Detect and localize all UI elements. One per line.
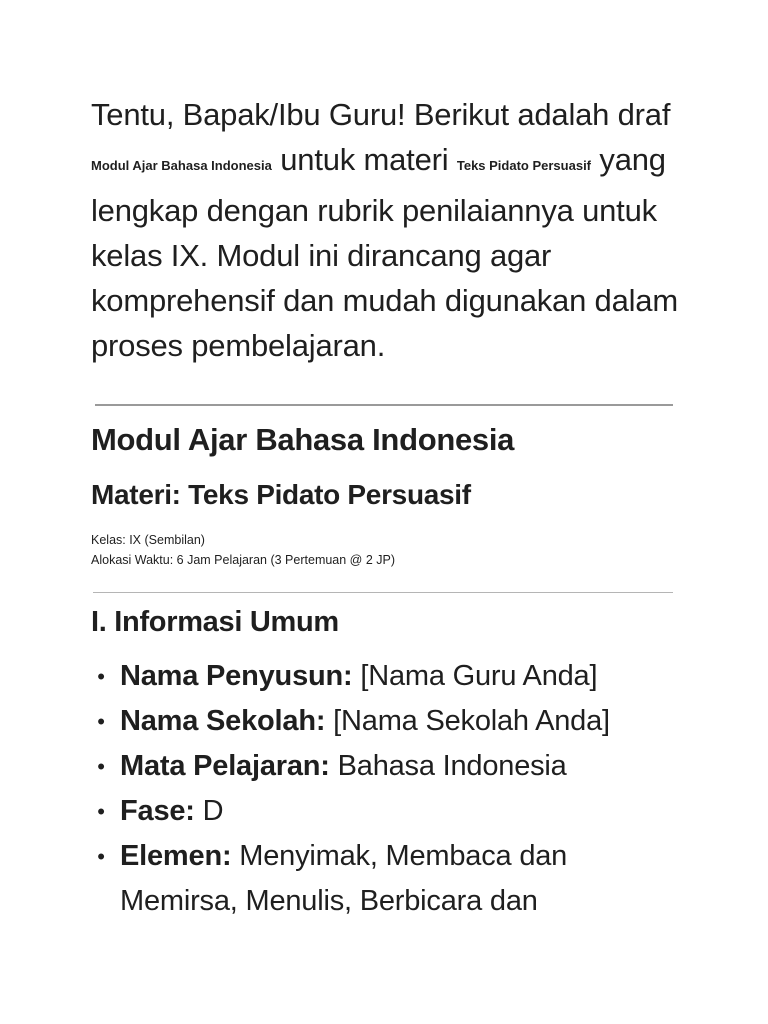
class-line: Kelas: IX (Sembilan) xyxy=(91,533,205,547)
section-title-general-info: I. Informasi Umum xyxy=(91,606,339,638)
list-item-label: Nama Penyusun: xyxy=(120,660,353,692)
module-meta xyxy=(91,530,395,570)
list-item-label: Nama Sekolah: xyxy=(120,705,326,737)
list-item-value: Menyimak, Membaca dan Memirsa, Menulis, Berbicara dan xyxy=(120,840,568,917)
bullet-icon: • xyxy=(97,664,105,689)
general-info-list xyxy=(91,654,691,924)
intro-emphasis-topic: Teks Pidato Persuasif xyxy=(456,158,592,173)
list-item xyxy=(91,744,691,789)
intro-text-2: untuk materi xyxy=(271,142,457,177)
list-item-label: Mata Pelajaran: xyxy=(120,750,330,782)
list-item xyxy=(91,654,691,699)
bullet-icon: • xyxy=(97,709,105,734)
document-content xyxy=(91,92,691,917)
time-allocation-line: Alokasi Waktu: 6 Jam Pelajaran (3 Pertemuan @ 2 JP) xyxy=(91,553,396,567)
bullet-icon: • xyxy=(97,844,105,869)
intro-text-1: Tentu, Bapak/Ibu Guru! Berikut adalah draf xyxy=(91,97,671,132)
list-item-label: Fase: xyxy=(120,795,195,827)
list-item xyxy=(91,789,691,834)
divider-section xyxy=(93,592,673,593)
list-item xyxy=(91,834,691,924)
list-item xyxy=(91,699,691,744)
bullet-icon: • xyxy=(97,754,105,779)
list-item-label: Elemen: xyxy=(120,840,232,872)
list-item-value: Bahasa Indonesia xyxy=(329,750,567,782)
module-title: Modul Ajar Bahasa Indonesia xyxy=(91,422,515,457)
intro-text-3: yang lengkap dengan rubrik penilaiannya untuk kelas IX. Modul ini dirancang agar komprehensif dan mudah digunakan dalam proses pembelajaran. xyxy=(91,142,678,363)
intro-emphasis-module: Modul Ajar Bahasa Indonesia xyxy=(91,158,272,173)
bullet-icon: • xyxy=(97,799,105,824)
list-item-value: [Nama Sekolah Anda] xyxy=(325,705,610,737)
list-item-value: [Nama Guru Anda] xyxy=(352,660,598,692)
divider-top xyxy=(95,404,673,406)
list-item-value: D xyxy=(194,795,224,827)
intro-paragraph xyxy=(91,92,691,368)
module-subtitle: Materi: Teks Pidato Persuasif xyxy=(91,479,471,510)
